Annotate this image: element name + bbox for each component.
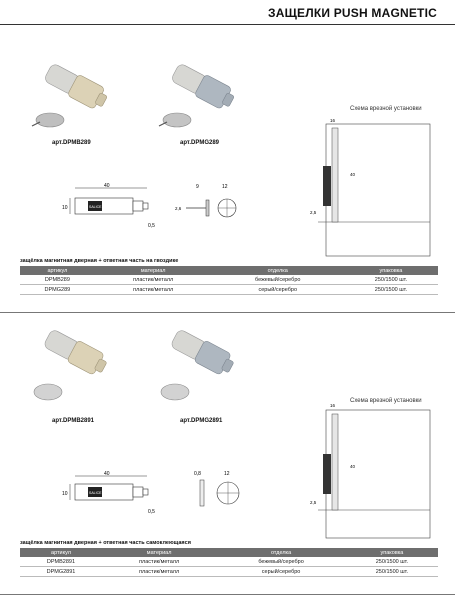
svg-text:10: 10 [62,205,68,211]
svg-text:SALICE: SALICE [89,205,102,209]
col-header: материал [102,548,216,557]
svg-text:2,6: 2,6 [175,206,182,211]
latch-dimension-drawing [60,468,170,518]
table-row: DPMB289 пластик/металл бежевый/серебро 250/1500 шт. [20,275,438,285]
svg-text:10: 10 [62,491,68,497]
product-art-label: арт.DPMG2891 [180,418,223,424]
section-divider [0,312,455,313]
svg-text:40: 40 [350,464,356,469]
product-photo-dpmb2891 [28,322,128,412]
page-title: ЗАЩЕЛКИ PUSH MAGNETIC [268,6,437,20]
spec-table [20,266,438,295]
col-header: материал [95,266,212,275]
schema-label: Схема врезной установки [350,106,422,112]
svg-text:2,5: 2,5 [310,210,317,215]
svg-text:12: 12 [222,184,228,190]
section-caption: защёлка магнитная дверная + ответная часть на гвоздике [20,258,179,264]
col-header: артикул [20,266,95,275]
svg-text:40: 40 [104,471,110,477]
product-photo-dpmb289 [28,52,128,137]
col-header: упаковка [346,548,438,557]
table-row: DPMB2891 пластик/металл бежевый/серебро 250/1500 шт. [20,557,438,567]
col-header: артикул [20,548,102,557]
svg-text:0,5: 0,5 [148,223,155,229]
svg-text:SALICE: SALICE [89,491,102,495]
svg-text:12: 12 [224,471,230,477]
spec-table [20,548,438,577]
product-art-label: арт.DPMG289 [180,140,220,146]
svg-text:16: 16 [330,118,336,123]
section-caption: защёлка магнитная дверная + ответная часть самоклеющаяся [20,540,191,546]
svg-text:0,5: 0,5 [148,509,155,515]
svg-text:16: 16 [330,403,336,408]
title-divider [0,24,455,25]
table-row: DPMG289 пластик/металл серый/серебро 250/1500 шт. [20,285,438,295]
latch-dimension-drawing [60,182,170,232]
installation-scheme [306,396,438,542]
nail-plate-drawing [172,180,252,230]
col-header: упаковка [344,266,438,275]
col-header: отделка [212,266,344,275]
section-divider [0,594,455,595]
svg-text:9: 9 [196,184,199,190]
product-art-label: арт.DPMB2891 [52,418,95,424]
schema-label: Схема врезной установки [350,398,422,404]
product-art-label: арт.DPMB289 [52,140,91,146]
adhesive-plate-drawing [190,466,250,516]
svg-text:40: 40 [350,172,356,177]
svg-text:0,8: 0,8 [194,471,201,477]
table-row: DPMG2891 пластик/металл серый/серебро 250/1500 шт. [20,567,438,577]
installation-scheme [306,114,438,260]
product-photo-dpmg2891 [155,322,255,412]
svg-text:40: 40 [104,183,110,189]
col-header: отделка [216,548,346,557]
product-photo-dpmg289 [155,52,255,137]
svg-text:2,5: 2,5 [310,500,317,505]
